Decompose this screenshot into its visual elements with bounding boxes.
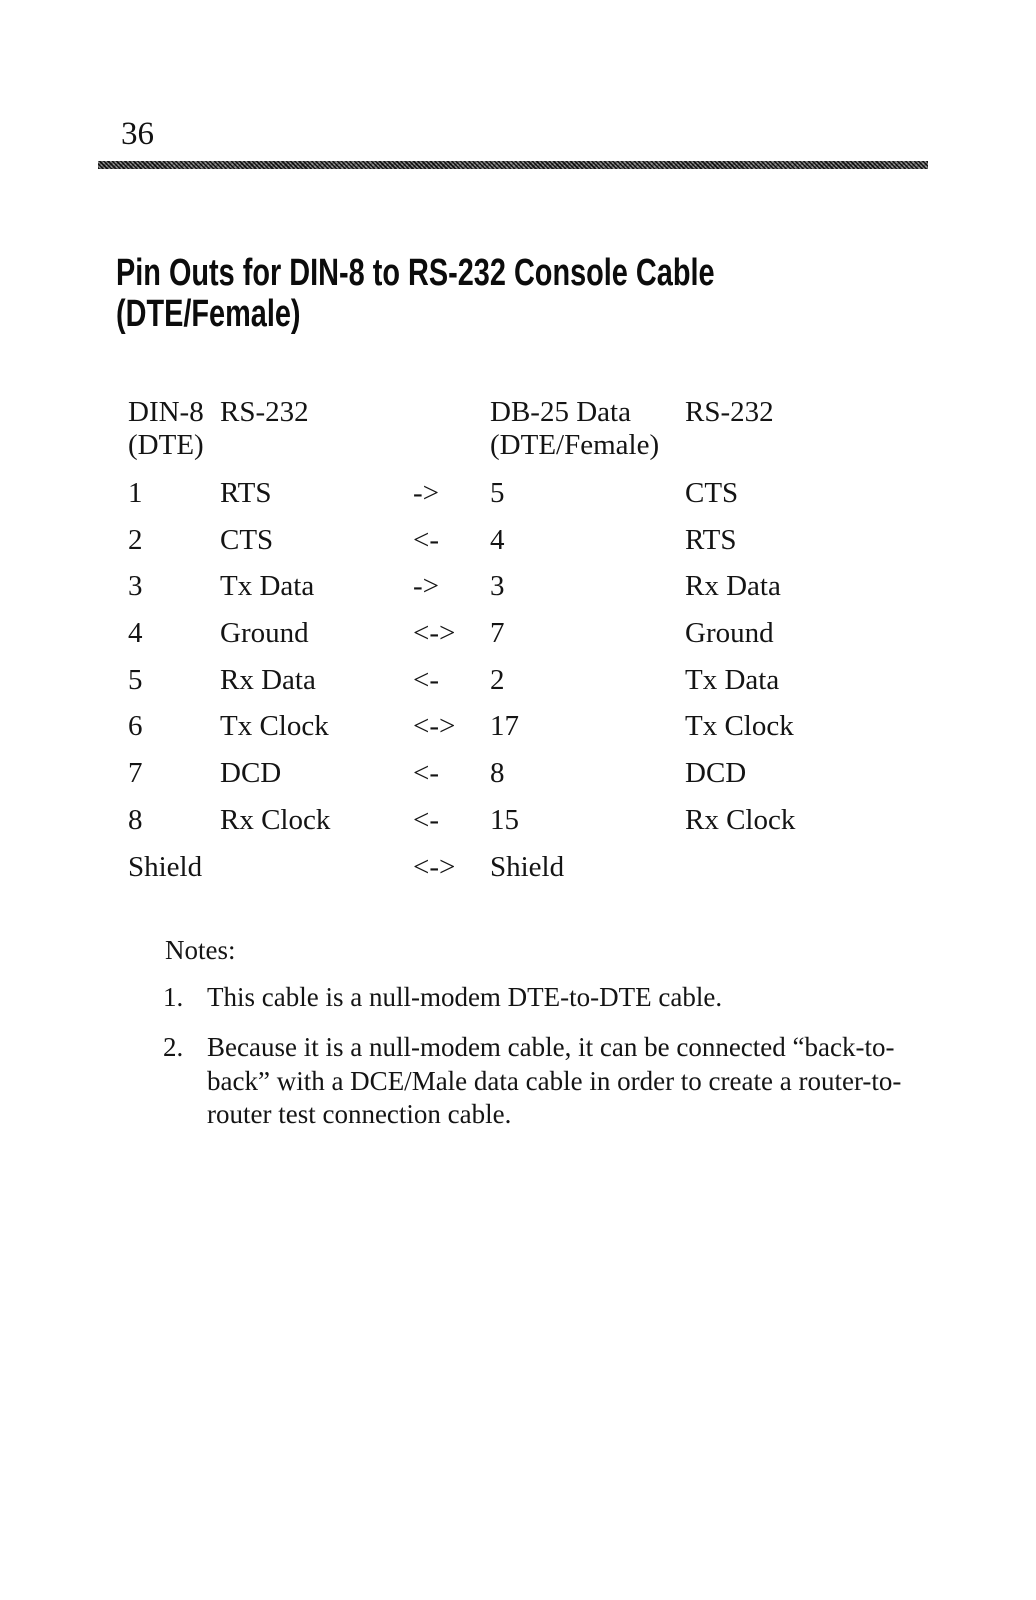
page-number: 36 [121, 116, 154, 152]
db25-pin-cell: 3 [490, 570, 505, 603]
notes-label: Notes: [165, 935, 236, 965]
db25-pin-cell: 8 [490, 757, 505, 790]
direction-cell: <-> [413, 617, 456, 650]
din-signal-cell: Rx Clock [220, 803, 331, 836]
din-pin-cell: 4 [128, 617, 143, 650]
table-row [128, 618, 938, 665]
header-db25-signal: RS-232 [685, 396, 774, 428]
db25-pin-cell: Shield [490, 850, 565, 883]
din-pin-cell: Shield [128, 850, 203, 883]
pinout-table-body [128, 478, 938, 898]
note-text: Because it is a null-modem cable, it can be connected “back-to- back” with a DCE/Male data cable in order to create a router-to- router test connection cable. [207, 1032, 902, 1130]
din-pin-cell: 8 [128, 803, 143, 836]
table-row [128, 478, 938, 525]
din-pin-cell: 1 [128, 477, 143, 509]
direction-cell: -> [413, 477, 440, 509]
direction-cell: -> [413, 570, 440, 603]
din-signal-cell: CTS [220, 523, 274, 556]
section-title-line1: Pin Outs for DIN-8 to RS-232 Console Cable [116, 252, 715, 294]
header-rule [98, 161, 928, 169]
db25-signal-cell: Rx Clock [685, 803, 796, 836]
db25-signal-cell: RTS [685, 523, 737, 556]
table-header-row [128, 396, 938, 462]
db25-signal-cell: DCD [685, 757, 747, 790]
note-item-2 [163, 1031, 901, 1132]
db25-signal-cell [685, 852, 938, 899]
table-row [128, 805, 938, 852]
db25-signal-cell: Rx Data [685, 570, 781, 603]
din-pin-cell: 5 [128, 663, 143, 696]
note-number: 1. [163, 982, 184, 1012]
pinout-table-header [128, 396, 938, 462]
db25-pin-cell: 15 [490, 803, 519, 836]
table-row [128, 758, 938, 805]
db25-pin-cell: 5 [490, 477, 505, 509]
din-pin-cell: 6 [128, 710, 143, 743]
direction-cell: <-> [413, 850, 456, 883]
db25-signal-cell: Tx Clock [685, 710, 794, 743]
din-signal-cell [220, 852, 413, 899]
table-row-shield [128, 852, 938, 899]
db25-signal-cell: Ground [685, 617, 774, 650]
header-direction [413, 396, 490, 462]
header-db25-pin: DB-25 Data (DTE/Female) [490, 396, 660, 461]
din-signal-cell: DCD [220, 757, 282, 790]
din-signal-cell: Tx Clock [220, 710, 329, 743]
table-row [128, 711, 938, 758]
din-pin-cell: 3 [128, 570, 143, 603]
direction-cell: <- [413, 757, 440, 790]
table-row [128, 571, 938, 618]
din-signal-cell: Rx Data [220, 663, 316, 696]
din-signal-cell: Tx Data [220, 570, 315, 603]
header-din-pin: DIN-8 (DTE) [128, 396, 204, 461]
din-pin-cell: 2 [128, 523, 143, 556]
table-row [128, 665, 938, 712]
section-title-line2: (DTE/Female) [116, 293, 301, 335]
note-item-1 [163, 981, 722, 1015]
din-pin-cell: 7 [128, 757, 143, 790]
din-signal-cell: RTS [220, 477, 272, 509]
db25-signal-cell: Tx Data [685, 663, 780, 696]
note-text: This cable is a null-modem DTE-to-DTE cable. [207, 982, 723, 1012]
direction-cell: <- [413, 663, 440, 696]
din-signal-cell: Ground [220, 617, 309, 650]
db25-pin-cell: 4 [490, 523, 505, 556]
db25-signal-cell: CTS [685, 477, 739, 509]
direction-cell: <-> [413, 710, 456, 743]
section-title [116, 253, 715, 335]
direction-cell: <- [413, 523, 440, 556]
header-din-signal: RS-232 [220, 396, 309, 428]
table-row [128, 525, 938, 572]
direction-cell: <- [413, 803, 440, 836]
db25-pin-cell: 2 [490, 663, 505, 696]
db25-pin-cell: 17 [490, 710, 519, 743]
note-number: 2. [163, 1032, 184, 1062]
db25-pin-cell: 7 [490, 617, 505, 650]
